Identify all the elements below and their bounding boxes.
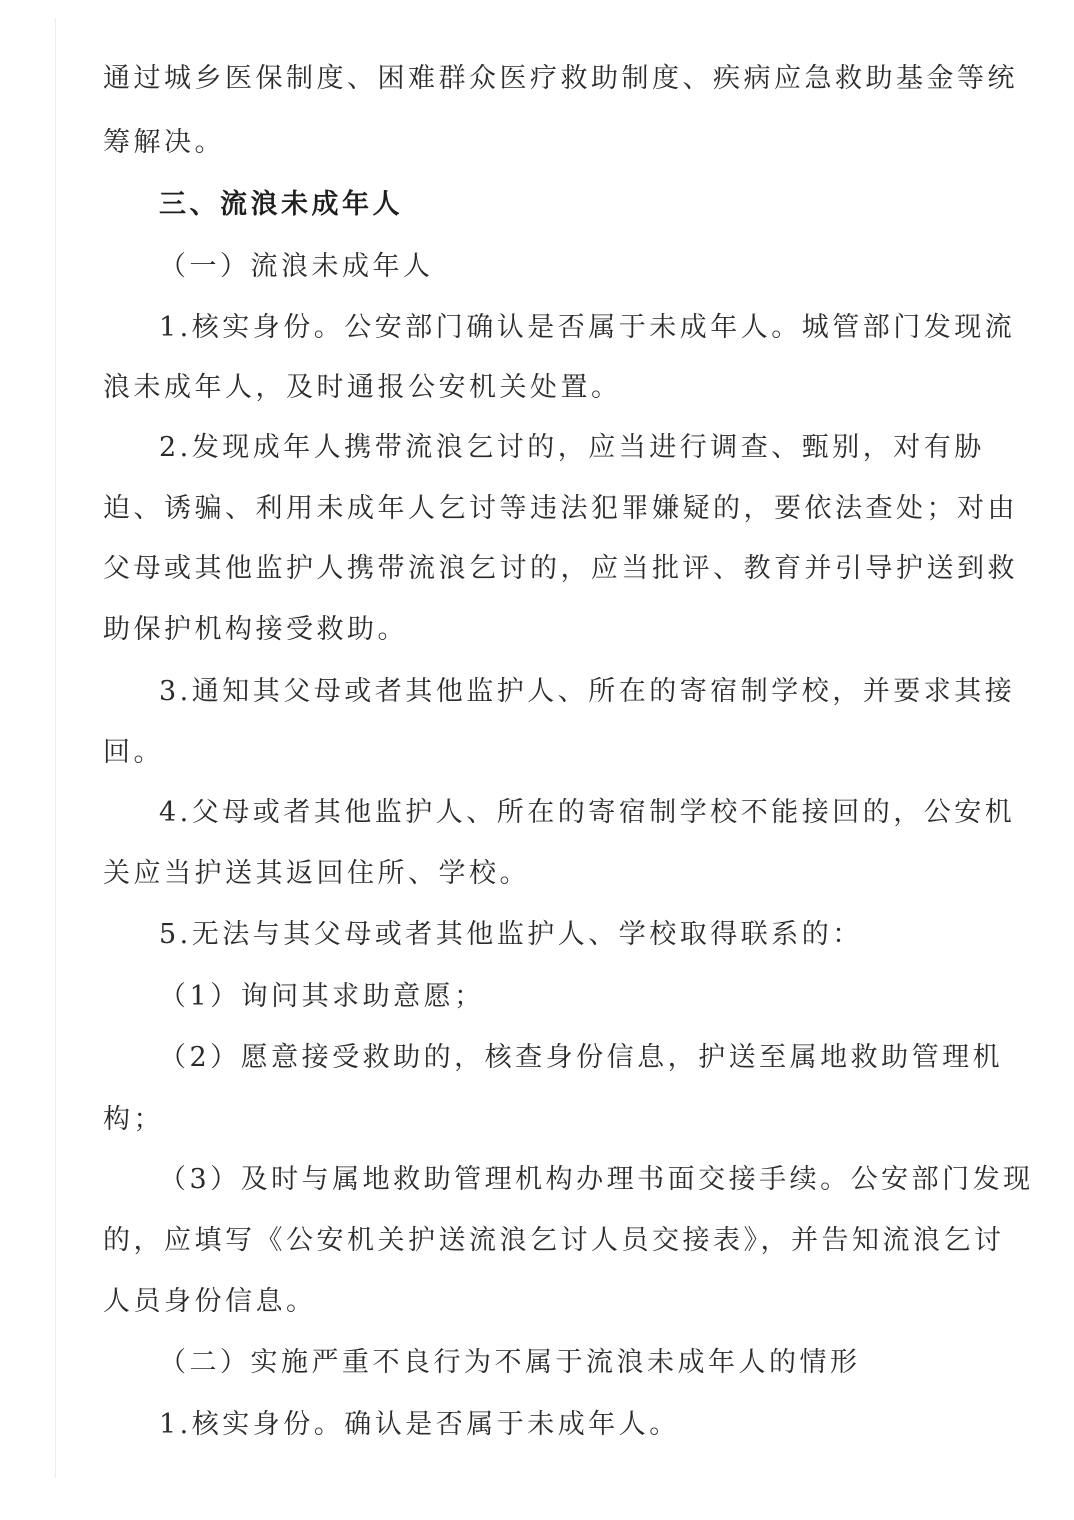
paragraph-line: 通过城乡医保制度、困难群众医疗救助制度、疾病应急救助基金等统 (103, 63, 1018, 94)
paragraph-line: 的，应填写《公安机关护送流浪乞讨人员交接表》，并告知流浪乞讨 (103, 1225, 1005, 1256)
paragraph-line: 浪未成年人，及时通报公安机关处置。 (103, 372, 622, 403)
paragraph-line: 构； (103, 1104, 164, 1135)
paragraph-line: 3.通知其父母或者其他监护人、所在的寄宿制学校，并要求其接 (159, 676, 1016, 707)
paragraph-line: 1.核实身份。确认是否属于未成年人。 (159, 1409, 680, 1440)
subsection-heading: （一）流浪未成年人 (159, 251, 434, 282)
paragraph-line: 人员身份信息。 (103, 1286, 317, 1317)
section-heading: 三、流浪未成年人 (159, 189, 403, 220)
paragraph-line: 5.无法与其父母或者其他监护人、学校取得联系的： (159, 919, 863, 950)
list-item: （1）询问其求助意愿； (159, 981, 485, 1012)
page-margin-rule (55, 18, 56, 1478)
paragraph-line: 关应当护送其返回住所、学校。 (103, 858, 530, 889)
paragraph-line: 迫、诱骗、利用未成年人乞讨等违法犯罪嫌疑的，要依法查处；对由 (103, 493, 1018, 524)
paragraph-line: 助保护机构接受救助。 (103, 614, 408, 645)
paragraph-line: 回。 (103, 737, 164, 768)
paragraph-line: 4.父母或者其他监护人、所在的寄宿制学校不能接回的，公安机 (159, 797, 1016, 828)
list-item: （2）愿意接受救助的，核查身份信息，护送至属地救助管理机 (159, 1042, 1004, 1073)
paragraph-line: 父母或其他监护人携带流浪乞讨的，应当批评、教育并引导护送到救 (103, 553, 1018, 584)
paragraph-line: 2.发现成年人携带流浪乞讨的，应当进行调查、甄别，对有胁 (159, 432, 985, 463)
subsection-heading: （二）实施严重不良行为不属于流浪未成年人的情形 (159, 1347, 861, 1378)
list-item: （3）及时与属地救助管理机构办理书面交接手续。公安部门发现 (159, 1164, 1034, 1195)
paragraph-line: 筹解决。 (103, 127, 225, 158)
paragraph-line: 1.核实身份。公安部门确认是否属于未成年人。城管部门发现流 (159, 312, 1016, 343)
